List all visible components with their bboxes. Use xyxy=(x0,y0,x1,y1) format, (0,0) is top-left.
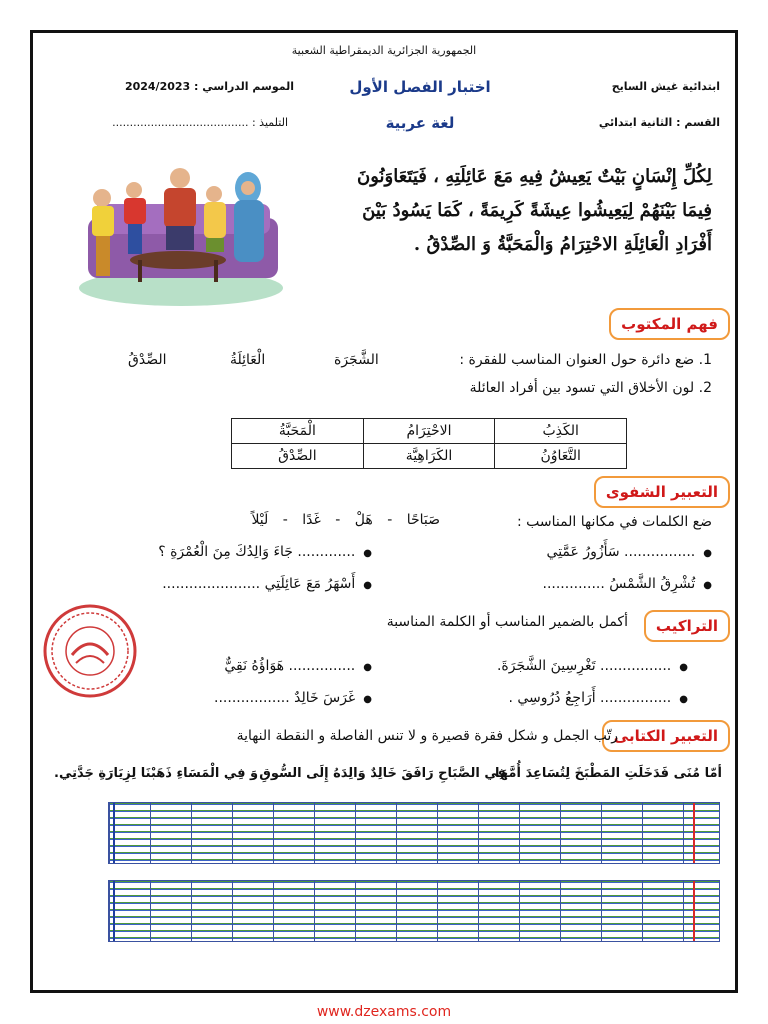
section-structures-title: التراكيب xyxy=(644,610,730,642)
teacher-stamp xyxy=(42,603,138,699)
table-cell[interactable]: الصِّدْقُ xyxy=(232,444,364,469)
q1-option-1[interactable]: الشَّجَرَة xyxy=(334,352,379,368)
footer-website-link[interactable]: www.dzexams.com xyxy=(316,1004,452,1020)
margin-line xyxy=(113,803,115,863)
oral-item-1[interactable]: ● ................ سَأَزُورُ عَمَّتِي xyxy=(547,544,712,560)
table-cell[interactable]: الاحْتِرَامُ xyxy=(363,419,495,444)
margin-line xyxy=(113,881,115,941)
section-reading-comprehension-title: فهم المكتوب xyxy=(609,308,730,340)
student-name-field[interactable]: التلميذ : ....................................... xyxy=(112,116,288,129)
oral-item-4[interactable]: ● أَسْهَرُ مَعَ عَائِلَتِي ...................... xyxy=(162,576,372,592)
table-cell[interactable]: الكَذِبُ xyxy=(495,419,627,444)
margin-line xyxy=(693,803,695,863)
ethics-table xyxy=(231,418,627,469)
table-cell[interactable]: التَّعَاوُنُ xyxy=(495,444,627,469)
reading-passage xyxy=(292,160,712,262)
school-year: الموسم الدراسي : 2024/2023 xyxy=(124,80,294,93)
oral-item-2[interactable]: ● ............. جَاءَ وَالِدُكَ مِنَ الْعُمْرَةِ ؟ xyxy=(158,544,372,560)
writing-grid-2[interactable] xyxy=(108,880,720,942)
margin-line xyxy=(693,881,695,941)
family-illustration xyxy=(78,160,284,306)
passage-line-2: فِيمَا بَيْنَهُمْ لِيَعِيشُوا عِيشَةً كَرِيمَةً ، كَمَا يَسُودُ بَيْنَ xyxy=(362,200,712,221)
passage-line-3: أَفْرَادِ الْعَائِلَةِ الاحْتِرَامُ وَالْمَحَبَّةُ وَ الصِّدْقُ . xyxy=(413,234,712,255)
structures-item-2[interactable]: ● ............... هَوَاؤُهُ نَقِيٌّ xyxy=(224,658,372,674)
school-name: ابتدائية غيش السايح xyxy=(611,80,720,93)
question-1: 1. ضع دائرة حول العنوان المناسب للفقرة : xyxy=(459,352,712,368)
exam-title: اختبار الفصل الأول xyxy=(349,78,491,96)
subject-title: لغة عربية xyxy=(385,114,455,132)
table-row xyxy=(232,444,627,469)
structures-item-1[interactable]: ● ................ تَغْرِسِينَ الشَّجَرَةَ. xyxy=(497,658,688,674)
class-label: القسم : الثانية ابتدائي xyxy=(598,116,720,129)
q1-option-3[interactable]: الصِّدْقُ xyxy=(128,352,167,368)
sentence-2: فِي الصَّبَاحِ رَافَقَ خَالِدٌ وَالِدَهُ إِلَى السُّوقِ xyxy=(259,766,506,781)
table-cell[interactable]: الْمَحَبَّةُ xyxy=(232,419,364,444)
structures-item-3[interactable]: ● ................ أَرَاجِعُ دُرُوسِي . xyxy=(508,690,688,706)
structures-item-4[interactable]: ● غَرَسَ خَالِدٌ ................. xyxy=(214,690,372,706)
republic-title: الجمهورية الجزائرية الديمقراطية الشعبية xyxy=(291,44,477,57)
q1-option-2[interactable]: الْعَائِلَةُ xyxy=(230,352,266,368)
sentence-1: أمّا مُنَى فَدَخَلَتِ المَطْبَخَ لِتُسَاعِدَ أُمَّهَا xyxy=(494,766,722,781)
writing-grid-1[interactable] xyxy=(108,802,720,864)
oral-instruction: ضع الكلمات في مكانها المناسب : xyxy=(516,514,712,530)
writing-instruction: رتّب الجمل و شكل فقرة قصيرة و لا تنس الفاصلة و النقطة النهاية xyxy=(236,728,618,744)
table-row xyxy=(232,419,627,444)
structures-instruction: أكمل بالضمير المناسب أو الكلمة المناسبة xyxy=(386,614,628,630)
section-written-expression-title: التعبير الكتابى xyxy=(602,720,730,752)
oral-item-3[interactable]: ● تُشْرِقُ الشَّمْسُ .............. xyxy=(543,576,713,592)
passage-line-1: لِكُلِّ إِنْسَانٍ بَيْتٌ يَعِيشُ فِيهِ مَعَ عَائِلَتِهِ ، فَيَتَعَاوَنُونَ xyxy=(357,166,712,187)
word-bank: صَبَاحًا - هَلْ - غَدًا - لَيْلاً xyxy=(251,512,440,528)
table-cell[interactable]: الكَرَاهِيَّة xyxy=(363,444,495,469)
question-2: 2. لون الأخلاق التي تسود بين أفراد العائلة xyxy=(469,380,712,396)
section-oral-expression-title: التعبير الشفوى xyxy=(594,476,730,508)
sentence-3: وَ فِي الْمَسَاءِ ذَهَبْنَا لِزِيَارَةِ جَدَّتِي. xyxy=(54,766,259,781)
